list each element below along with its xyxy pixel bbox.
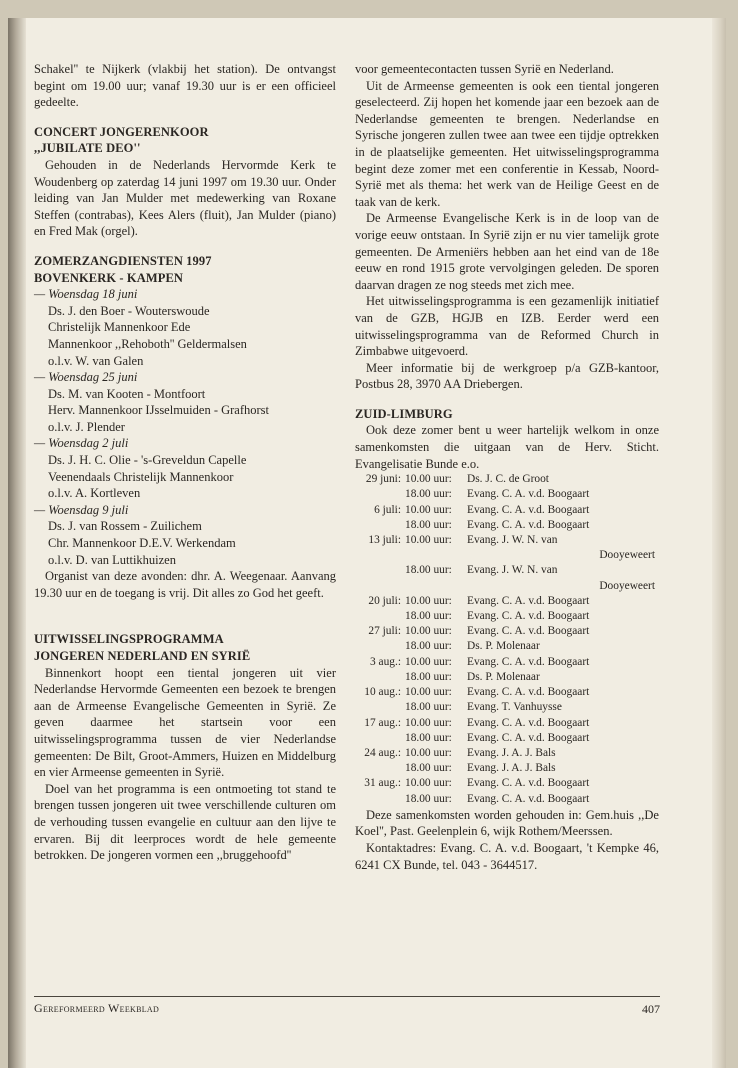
schedule-speaker: Evang. J. A. J. Bals [467, 746, 556, 759]
schedule-time: 18.00 uur: [405, 564, 452, 577]
event-item [34, 286, 336, 369]
event-line: o.l.v. D. van Luttikhuizen [48, 552, 176, 567]
zomer-heading-2: BOVENKERK - KAMPEN [34, 270, 184, 285]
event-line: o.l.v. W. van Galen [48, 353, 144, 368]
schedule-row [355, 533, 659, 548]
intro-paragraph: Schakel'' te Nijkerk (vlakbij het station). De ontvangst begint om 19.00 uur; vanaf 19.30 uur is er een officieel gedeelte. [34, 62, 336, 110]
schedule-speaker: Evang. J. A. J. Bals [467, 762, 556, 775]
event-line: Ds. J. H. C. Olie - 's-Greveldun Capelle [48, 453, 247, 468]
binding-gutter [8, 18, 26, 1068]
schedule-row [355, 503, 659, 518]
uitwisseling-paragraph-2: Doel van het programma is een ontmoeting tot stand te brengen tussen jongeren uit twee verschillende culturen om de verhouding tussen evangelie en cultuur aan den lijve te ervaren. Bij dit leerproces wordt de hele gemeente betrokken. De jongeren vormen een ,,bruggehoofd'' [34, 781, 336, 863]
schedule-row [355, 761, 659, 776]
schedule-speaker: Evang. C. A. v.d. Boogaart [467, 518, 590, 531]
schedule-time: 18.00 uur: [405, 701, 452, 714]
event-line: Ds. M. van Kooten - Montfoort [48, 386, 206, 401]
paragraph-3: De Armeense Evangelische Kerk is in de loop van de vorige eeuw ontstaan. In Syrië zijn er nu vier tamelijk grote gemeenten. De Armeniërs hebben aan het eind van de 18e eeuw en rond 1915 grote vervolgingen geleden. De sporen daarvan dragen ze nog steeds met zich mee. [355, 211, 659, 292]
schedule-table [355, 472, 659, 806]
page-edge [712, 18, 726, 1068]
schedule-speaker: Evang. C. A. v.d. Boogaart [467, 716, 590, 729]
event-line: Herv. Mannenkoor IJsselmuiden - Grafhorst [48, 403, 270, 418]
schedule-speaker: Evang. C. A. v.d. Boogaart [467, 792, 590, 805]
concert-heading-1: CONCERT JONGERENKOOR [34, 124, 209, 139]
schedule-row [355, 472, 659, 487]
schedule-row [355, 776, 659, 791]
left-column [34, 61, 336, 864]
schedule-row [355, 746, 659, 761]
schedule-date: 20 juli: [368, 594, 401, 607]
schedule-time: 10.00 uur: [405, 625, 452, 638]
event-line: Mannenkoor ,,Rehoboth'' Geldermalsen [48, 336, 247, 351]
event-date: — Woensdag 2 juli [34, 436, 129, 451]
schedule-date [355, 761, 405, 776]
page-number: 407 [642, 1002, 660, 1016]
schedule-speaker: Evang. C. A. v.d. Boogaart [467, 594, 590, 607]
schedule-speaker-cont: Dooyeweert [599, 579, 655, 592]
schedule-row [355, 579, 659, 594]
schedule-date [355, 700, 405, 715]
zomer-closing: Organist van deze avonden: dhr. A. Weegenaar. Aanvang 19.30 uur en de toegang is vrij. Dit alles zo God het geeft. [34, 569, 336, 600]
schedule-row [355, 655, 659, 670]
schedule-date: 13 juli: [368, 534, 401, 547]
schedule-time: 18.00 uur: [405, 518, 452, 531]
schedule-date [355, 563, 405, 578]
event-line: Christelijk Mannenkoor Ede [48, 320, 191, 335]
schedule-time: 18.00 uur: [405, 731, 452, 744]
schedule-date: 17 aug.: [364, 716, 401, 729]
uitwisseling-paragraph-1: Binnenkort hoopt een tiental jongeren uit vier Nederlandse Hervormde Gemeenten een bezoek te brengen aan de Armeense Evangelische Gemeenten in Syrië. Ze geven daarmee het startsein voor een uitwisselingsprogramma tussen de vier Nederlandse gemeenten: De Bilt, Groot-Ammers, Huizen en Middelburg en vier Armeense gemeenten in Syrië. [34, 665, 336, 780]
schedule-row [355, 518, 659, 533]
event-line: Ds. J. van Rossem - Zuilichem [48, 519, 202, 534]
event-line: Chr. Mannenkoor D.E.V. Werkendam [48, 536, 236, 551]
schedule-date: 10 aug.: [364, 686, 401, 699]
continued-paragraph: voor gemeentecontacten tussen Syrië en Nederland. [355, 62, 614, 76]
schedule-time: 18.00 uur: [405, 640, 452, 653]
schedule-speaker: Evang. C. A. v.d. Boogaart [467, 777, 590, 790]
schedule-date [355, 792, 405, 807]
event-item [34, 502, 336, 568]
schedule-date: 29 juni: [365, 473, 401, 486]
event-line: o.l.v. J. Plender [48, 419, 125, 434]
paragraph-4: Het uitwisselingsprogramma is een gezamenlijk initiatief van de GZB, HGJB en IZB. Eerder werd een uitwisselingsprogramma van de Reformed Church in Zimbabwe uitgevoerd. [355, 294, 659, 359]
schedule-time: 18.00 uur: [405, 762, 452, 775]
schedule-date [355, 487, 405, 502]
schedule-row [355, 609, 659, 624]
schedule-date: 6 juli: [374, 503, 401, 516]
schedule-time: 18.00 uur: [405, 792, 452, 805]
schedule-date: 3 aug.: [369, 655, 401, 668]
schedule-row [355, 792, 659, 807]
event-list [34, 286, 336, 568]
event-date: — Woensdag 25 juni [34, 370, 138, 385]
schedule-speaker: Evang. C. A. v.d. Boogaart [467, 731, 590, 744]
schedule-row [355, 700, 659, 715]
schedule-speaker: Evang. J. W. N. van [467, 534, 558, 547]
schedule-row [355, 563, 659, 578]
schedule-row [355, 594, 659, 609]
event-line: Veenendaals Christelijk Mannenkoor [48, 469, 234, 484]
page-footer [34, 996, 660, 1016]
publication-name: Gereformeerd Weekblad [34, 1001, 160, 1015]
schedule-speaker: Evang. C. A. v.d. Boogaart [467, 625, 590, 638]
schedule-time: 10.00 uur: [405, 503, 452, 516]
limburg-intro: Ook deze zomer bent u weer hartelijk welkom in onze samenkomsten die uitgaan van de Herv. Sticht. Evangelisatie Bunde e.o. [355, 423, 659, 471]
event-date: — Woensdag 9 juli [34, 502, 129, 517]
uitwisseling-heading-2: JONGEREN NEDERLAND EN SYRIË [34, 649, 251, 663]
event-line: Ds. J. den Boer - Wouterswoude [48, 303, 210, 318]
schedule-row [355, 685, 659, 700]
schedule-row [355, 487, 659, 502]
schedule-time: 10.00 uur: [405, 473, 452, 486]
schedule-speaker: Ds. J. C. de Groot [467, 473, 549, 486]
schedule-time: 10.00 uur: [405, 777, 452, 790]
schedule-date [355, 609, 405, 624]
schedule-time: 10.00 uur: [405, 746, 452, 759]
schedule-row [355, 624, 659, 639]
paragraph-5: Meer informatie bij de werkgroep p/a GZB-kantoor, Postbus 28, 3970 AA Driebergen. [355, 360, 659, 392]
schedule-date [355, 639, 405, 654]
uitwisseling-heading-1: UITWISSELINGSPROGRAMMA [34, 632, 224, 647]
schedule-time: 18.00 uur: [405, 670, 452, 683]
schedule-time: 10.00 uur: [405, 686, 452, 699]
limburg-contact: Kontaktadres: Evang. C. A. v.d. Boogaart, 't Kempke 46, 6241 CX Bunde, tel. 043 - 3644517. [355, 840, 659, 872]
schedule-time: 18.00 uur: [405, 488, 452, 501]
limburg-heading: ZUID-LIMBURG [355, 406, 453, 421]
schedule-date [355, 731, 405, 746]
schedule-row [355, 670, 659, 685]
schedule-time: 10.00 uur: [405, 594, 452, 607]
schedule-date: 24 aug.: [364, 746, 401, 759]
schedule-speaker: Evang. J. W. N. van [467, 564, 558, 577]
event-line: o.l.v. A. Kortleven [48, 486, 141, 501]
schedule-date [355, 670, 405, 685]
schedule-speaker: Ds. P. Molenaar [467, 640, 540, 653]
paragraph-2: Uit de Armeense gemeenten is ook een tiental jongeren geselecteerd. Zij hopen het komende jaar een bezoek aan de Nederlandse gemeenten te brengen. Nederlandse en Syrische jongeren zullen twee aan twee een tijdje optrekken in de plaatselijke gemeenten. Het uitwisselingsprogramma begint deze zomer met een conferentie in Kessab, Noord-Syrië met als thema: het werk van de Heilige Geest en de taak van de kerk. [355, 78, 659, 209]
schedule-date: 27 juli: [368, 625, 401, 638]
schedule-date: 31 aug.: [364, 777, 401, 790]
schedule-row [355, 716, 659, 731]
concert-text: Gehouden in de Nederlands Hervormde Kerk te Woudenberg op zaterdag 14 juni 1997 om 19.30 uur. Onder leiding van Jan Mulder met medewerking van Roxane Steffen (contrabas), Kees Alers (fluit), Jan Mulder (piano) en Fred Mak (orgel). [34, 157, 336, 239]
page [8, 18, 726, 1068]
schedule-time: 10.00 uur: [405, 716, 452, 729]
schedule-time: 10.00 uur: [405, 655, 452, 668]
schedule-speaker: Evang. T. Vanhuysse [467, 701, 562, 714]
schedule-speaker: Evang. C. A. v.d. Boogaart [467, 686, 590, 699]
schedule-time: 18.00 uur: [405, 610, 452, 623]
schedule-speaker: Evang. C. A. v.d. Boogaart [467, 488, 590, 501]
zomer-heading-1: ZOMERZANGDIENSTEN 1997 [34, 253, 212, 268]
schedule-speaker: Evang. C. A. v.d. Boogaart [467, 503, 590, 516]
event-date: — Woensdag 18 juni [34, 287, 138, 302]
schedule-time: 10.00 uur: [405, 534, 452, 547]
schedule-speaker-cont: Dooyeweert [599, 549, 655, 562]
schedule-row [355, 639, 659, 654]
schedule-speaker: Evang. C. A. v.d. Boogaart [467, 655, 590, 668]
limburg-location: Deze samenkomsten worden gehouden in: Gem.huis ,,De Koel'', Past. Geelenplein 6, wijk Rothem/Meerssen. [355, 807, 659, 839]
schedule-speaker: Ds. P. Molenaar [467, 670, 540, 683]
schedule-speaker: Evang. C. A. v.d. Boogaart [467, 610, 590, 623]
schedule-date [355, 518, 405, 533]
schedule-row [355, 731, 659, 746]
schedule-row [355, 548, 659, 563]
event-item [34, 435, 336, 501]
event-item [34, 369, 336, 435]
concert-heading-2: ,,JUBILATE DEO'' [34, 141, 141, 156]
right-column [355, 61, 659, 873]
